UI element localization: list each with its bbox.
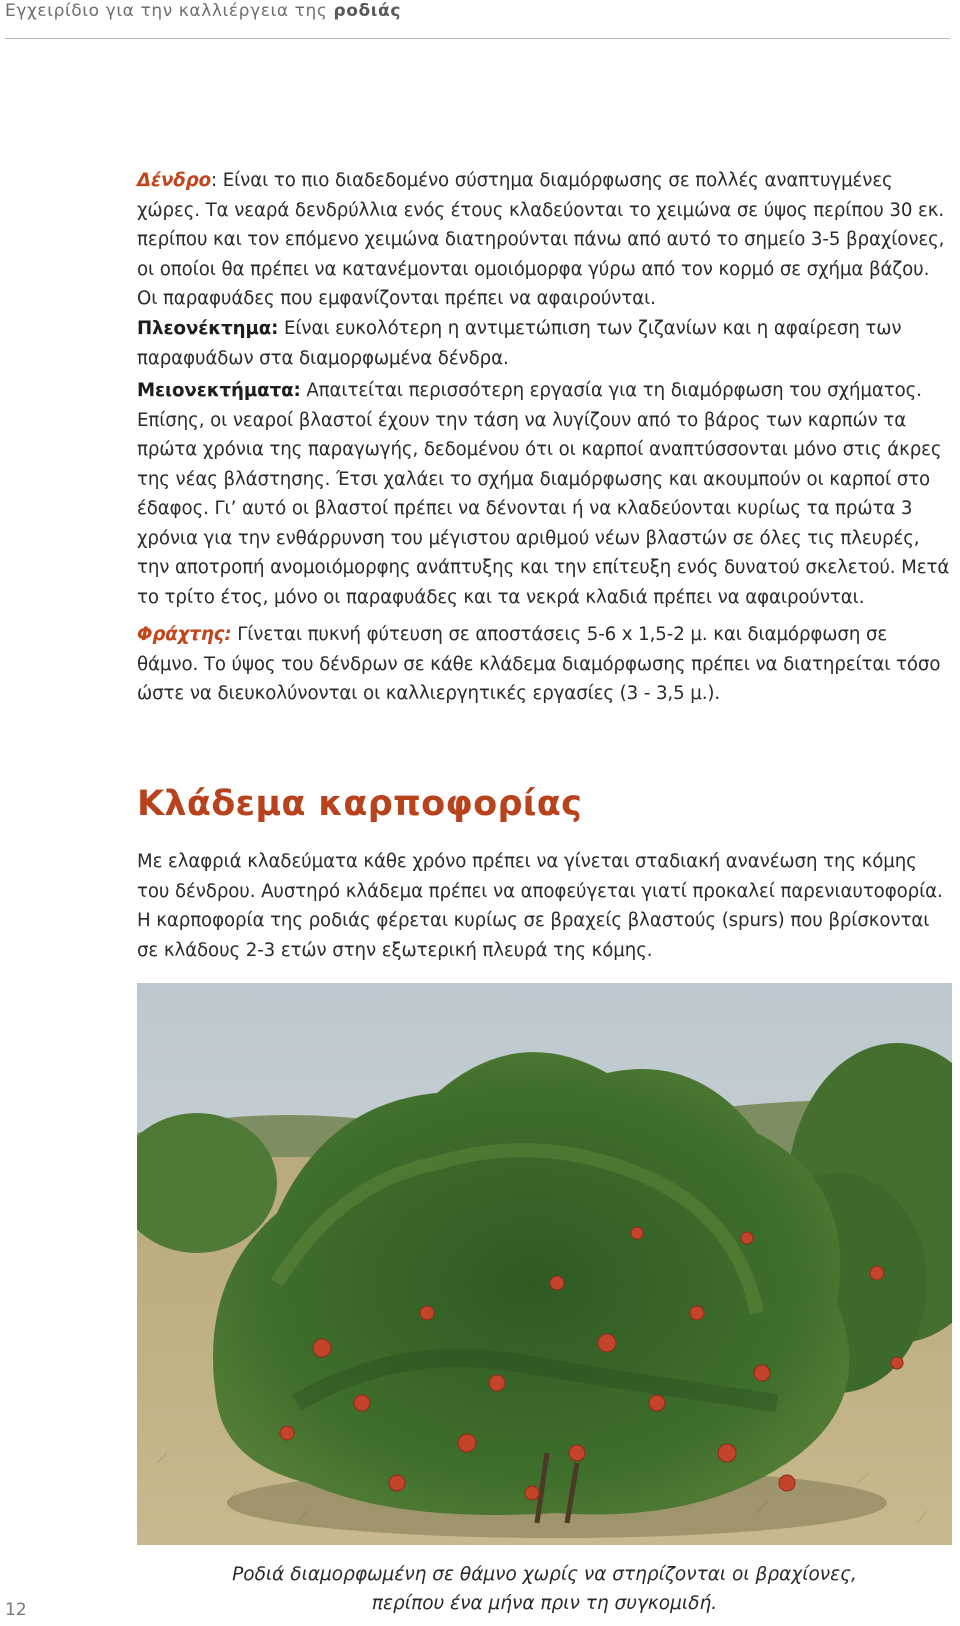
hedge-text: Γίνεται πυκνή φύτευση σε αποστάσεις 5-6 x 1,5-2 μ. και διαμόρφωση σε θάμνο. Το ύψος του δένδρων σε κάθε κλάδεμα διαμόρφωσης πρέπει να διατηρείται τόσο ώστε να διευκολύνονται οι καλλιεργητικές εργασίες (3 - 3,5 μ.). — [137, 624, 941, 704]
paragraph-advantage — [137, 314, 952, 373]
header-title-emphasis: ροδιάς — [333, 1, 401, 21]
page-number: 12 — [5, 1600, 27, 1620]
section-heading-fruiting-pruning: Κλάδεμα καρποφορίας — [137, 784, 583, 824]
term-tree: Δένδρο — [137, 170, 211, 191]
term-hedge: Φράχτης: — [137, 624, 232, 645]
header-divider — [5, 38, 950, 39]
caption-line-1: Ροδιά διαμορφωμένη σε θάμνο χωρίς να στηρίζονται οι βραχίονες, — [232, 1564, 857, 1585]
paragraph-hedge — [137, 620, 952, 709]
advantage-text: Είναι ευκολότερη η αντιμετώπιση των ζιζανίων και η αφαίρεση των παραφυάδων στα διαμορφωμένα δένδρα. — [137, 318, 902, 369]
photo-illustration — [137, 983, 952, 1545]
paragraph-disadvantages — [137, 376, 952, 612]
header-title: Εγχειρίδιο για την καλλιέργεια της — [5, 1, 334, 21]
term-disadvantages: Μειονεκτήματα: — [137, 380, 301, 401]
pomegranate-bush-photo — [137, 983, 952, 1545]
tree-text: : Είναι το πιο διαδεδομένο σύστημα διαμόρφωσης σε πολλές αναπτυγμένες χώρες. Τα νεαρά δενδρύλλια ενός έτους κλαδεύονται το χειμώνα σε ύψος περίπου 30 εκ. περίπου και τον επόμενο χειμώνα διατηρούνται πάνω από αυτό το σημείο 3-5 βραχίονες, οι οποίοι θα πρέπει να κατανέμονται ομοιόμορφα γύρω από τον κορμό σε σχήμα βάζου. Οι παραφυάδες που εμφανίζονται πρέπει να αφαιρούνται. — [137, 170, 945, 309]
caption-line-2: περίπου ένα μήνα πριν τη συγκομιδή. — [371, 1593, 718, 1614]
fruiting-text: Με ελαφριά κλαδεύματα κάθε χρόνο πρέπει να γίνεται σταδιακή ανανέωση της κόμης του δένδρου. Αυστηρό κλάδεμα πρέπει να αποφεύγεται γιατί προκαλεί παρενιαυτοφορία. Η καρποφορία της ροδιάς φέρεται κυρίως σε βραχείς βλαστούς (spurs) που βρίσκονται σε κλάδους 2-3 ετών στην εξωτερική πλευρά της κόμης. — [137, 851, 943, 961]
paragraph-tree — [137, 166, 952, 314]
disadvantages-text: Απαιτείται περισσότερη εργασία για τη διαμόρφωση του σχήματος. Επίσης, οι νεαροί βλαστοί έχουν την τάση να λυγίζουν από το βάρος των καρπών τα πρώτα χρόνια της παραγωγής, δεδομένου ότι οι καρποί αναπτύσσονται μόνο στις άκρες της νέας βλάστησης. Έτσι χαλάει το σχήμα διαμόρφωσης και ακουμπούν οι καρποί στο έδαφος. Γι’ αυτό οι βλαστοί πρέπει να δένονται ή να κλαδεύονται κυρίως τα πρώτα 3 χρόνια για την ενθάρρυνση του μέγιστου αριθμού νέων βλαστών σε όλες τις πλευρές, την αποτροπή ανομοιόμορφης ανάπτυξης και την επίτευξη ενός δυνατού σκελετού. Μετά το τρίτο έτος, μόνο οι παραφυάδες και τα νεκρά κλαδιά πρέπει να αφαιρούνται. — [137, 380, 950, 608]
term-advantage: Πλεονέκτημα: — [137, 318, 279, 339]
running-header — [5, 0, 401, 30]
figure-caption — [137, 1560, 952, 1618]
paragraph-fruiting — [137, 847, 952, 965]
